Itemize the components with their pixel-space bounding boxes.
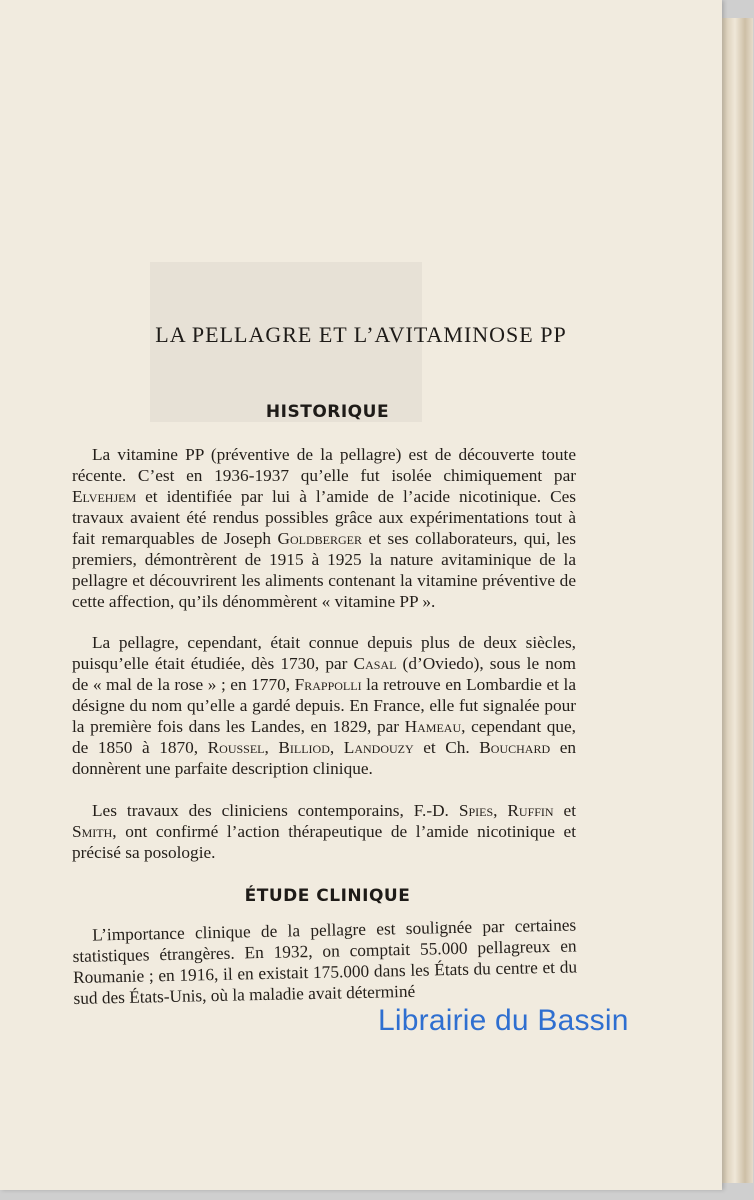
- author-name: Bouchard: [479, 738, 551, 757]
- author-name: Billiod: [278, 738, 330, 757]
- author-name: Ruffin: [507, 801, 554, 820]
- author-name: Spies: [458, 801, 494, 820]
- section-heading-etude-clinique: ÉTUDE CLINIQUE: [244, 886, 411, 906]
- author-name: Smith: [72, 822, 113, 841]
- curved-text-block: [72, 914, 578, 1009]
- paragraph-etude-clinique-1: L’importance clinique de la pellagre est soulignée par certaines statistiques étrangères. En 1932, on comptait 55.000 pellagreux en Roumanie ; en 1916, il en existait 175.000 dans les États du centre et du sud des États-Unis, où la maladie avait déterminé: [72, 915, 578, 1008]
- paragraph-historique-2: La pellagre, cependant, était connue depuis plus de deux siècles, puisqu’elle était étudiée, dès 1730, par Casal (d’Oviedo), sous le nom de « mal de la rose » ; en 1770, Frappolli la retrouve en Lombardie et la désigne du nom qu’elle a gardé depuis. En France, elle fut signalée pour la première fois dans les Landes, en 1829, par Hameau, cependant que, de 1850 à 1870, Roussel, Billiod, Landouzy et Ch. Bouchard en donnèrent une parfaite description clinique.: [72, 633, 576, 778]
- paragraph-historique-3: Les travaux des cliniciens contemporains, F.-D. Spies, Ruffin et Smith, ont confirmé l’action thérapeutique de l’amide nicotinique et précisé sa posologie.: [72, 801, 577, 862]
- author-name: Roussel: [207, 738, 265, 757]
- author-name: Goldberger: [277, 529, 363, 548]
- author-name: Frappolli: [294, 675, 362, 694]
- author-name: Elvehjem: [72, 487, 137, 506]
- author-name: Hameau: [404, 717, 462, 736]
- paragraph-historique-1: La vitamine PP (préventive de la pellagre) est de découverte toute récente. C’est en 1936-1937 qu’elle fut isolée chimiquement par Elvehjem et identifiée par lui à l’amide de l’acide nicotinique. Ces travaux avaient été rendus possibles grâce aux expérimentations tout à fait remarquables de Joseph Goldberger et ses collaborateurs, qui, les premiers, démontrèrent de 1915 à 1925 la nature avitaminique de la pellagre et découvrirent les aliments contenant la vitamine préventive de cette affection, qu’ils dénommèrent « vitamine PP ».: [72, 445, 576, 611]
- page-title: LA PELLAGRE ET L’AVITAMINOSE PP: [155, 322, 567, 347]
- author-name: Casal: [353, 654, 397, 673]
- section-heading-historique: HISTORIQUE: [265, 402, 390, 422]
- author-name: Landouzy: [343, 738, 414, 757]
- watermark-text: Librairie du Bassin: [378, 1004, 629, 1037]
